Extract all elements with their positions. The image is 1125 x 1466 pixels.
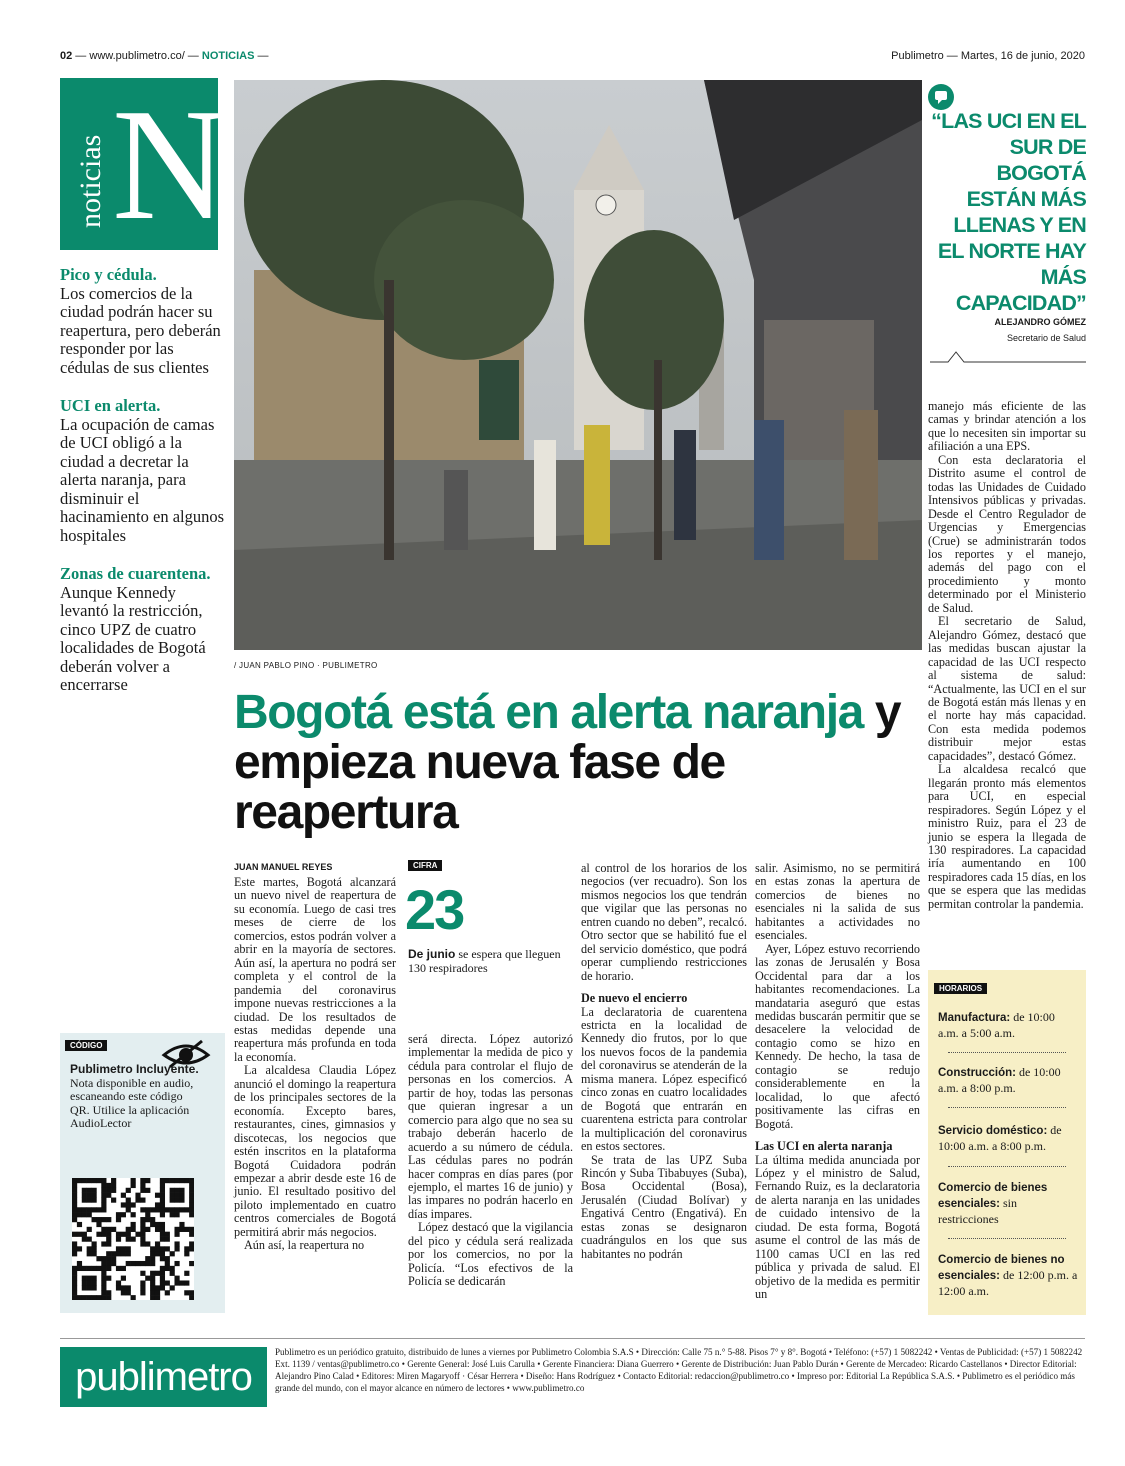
quote-divider [930,350,1086,364]
horario-name: Construcción: [938,1067,1016,1079]
body-paragraph: será directa. López autorizó implementar la medida de pico y cédula para controlar el flujo de personas en los comercios. A partir de hoy, todas las personas que quieran ingresar a un comercio para algo que no sea su trabajo deberán hacerlo de acuerdo a su número de cédula. Las cédulas pares no podrán hacer compras en días pares (por ejemplo, el martes 16 de junio) y las impares no podrán hacerlo en días impares. [408,1032,573,1221]
horario-value: de 12:00 p.m. a 12:00 a.m. [938,1268,1078,1298]
body-paragraph: El secretario de Salud, Alejandro Gómez, destacó que las medidas buscan ajustar la capacidad de las UCI respecto al sistema de salud: “Actualmente, las UCI en el sur de Bogotá están más llenas y en el norte hay más capacidad. Con esta medida podemos distribuir mejor estas capacidades”, destacó Gómez. [928,614,1086,763]
body-subheading: Las UCI en alerta naranja [755,1139,893,1154]
body-paragraph: López destacó que la vigilancia del pico y cédula será realizada por los comercios, no por la Policía. “Los efectivos de la Policía se dedicarán [408,1220,573,1289]
body-paragraph: salir. Asimismo, no se permitirá en estas zonas la apertura de comercios de bienes no esenciales ni la salida de sus habitantes a actividades no esenciales. [755,861,920,943]
section-word: noticias [74,134,107,228]
headline-rest: y empieza nueva fase de reapertura [234,686,901,839]
body-paragraph: Aún así, la reapertura no [244,1238,365,1253]
horario-item [938,1180,1078,1227]
qr-code[interactable] [72,1178,194,1300]
horario-value: de 10:00 a.m. a 5:00 a.m. [938,1010,1055,1040]
horario-name: Servicio doméstico: [938,1125,1048,1137]
headline [234,688,924,838]
cifra-desc: se espera que lleguen 130 respiradores [408,947,561,975]
horarios-label: HORARIOS [934,983,987,994]
body-subheading: De nuevo el encierro [581,991,688,1006]
horario-item [938,1252,1078,1299]
cifra-label: CIFRA [408,860,442,871]
quote-author: ALEJANDRO GÓMEZ [994,317,1086,327]
horario-divider [948,1166,1066,1167]
horario-item [938,1065,1078,1096]
cifra-bold: De junio [408,947,456,961]
body-paragraph: manejo más eficiente de las camas y brindar atención a los que lo necesiten sin importar su afiliación a una EPS. [928,399,1086,454]
body-paragraph: La alcaldesa recalcó que llegarán pronto más elementos para UCI, en especial respiradores. Según López y el ministro Ruiz, para el 23 de junio se espera la llegada de 130 respiradores. La capacidad iría aumentando en 100 respiradores cada 15 días, en los que se espera que las medidas permitan controlar la pandemia. [928,762,1086,911]
cifra-number: 23 [405,878,464,941]
horario-name: Comercio de bienes esenciales: [938,1182,1048,1210]
cifra-text [408,948,574,975]
footer-imprint: Publimetro es un periódico gratuito, distribuido de lunes a viernes por Publimetro Colombia S.A.S • Dirección: Calle 75 n.° 5-88. Pisos 7° y 8°. Bogotá • Teléfono: (+57) 1 5082242 • Ventas de Publicidad: (+57) 1 5082242 Ext. 1139 / ventas@publimetro.co • Gerente General: José Luis Carulla • Gerente Financiera: Diana Guerrero • Gerente de Distribución: Juan Pablo Durán • Gerente de Mercadeo: Ricardo Castellanos • Director Editorial: Alejandro Pino Calad • Editores: Miren Magaryoff · César Herrera • Diseño: Hans Rodríguez • Contacto Editorial: redaccion@publimetro.co • Impreso por: Editorial La República S.A.S. • Publimetro es el periódico más grande del mundo, con el mayor alcance en número de lectores • www.publimetro.co [275,1347,1083,1393]
codigo-bold: Publimetro Incluyente. [70,1062,199,1076]
speech-bubble-icon [928,84,954,110]
headline-highlight: Bogotá está en alerta naranja [234,686,863,739]
publimetro-logo[interactable]: publimetro [60,1347,267,1407]
codigo-label: CÓDIGO [65,1040,107,1051]
brief-text: Aunque Kennedy levantó la restricción, cinco UPZ de cuatro localidades de Bogotá deberán volver a encerrarse [60,582,206,694]
horario-value: sin restricciones [938,1196,1018,1226]
brief-item [60,397,225,545]
brief-title: UCI en alerta. [60,396,161,415]
header-section: NOTICIAS [201,50,255,62]
body-paragraph: La alcaldesa Claudia López anunció el domingo la reapertura de los principales sectores de la economía. Excepto bares, restaurantes, cines, gimnasios y discotecas, los negocios que estén inscritos en la plataforma Bogotá Cuidadora podrán empezar a abrir desde este 16 de junio. El resultado positivo del piloto implementado en cuatro centros comerciales de Bogotá permitirá abrir más negocios. [234,1063,396,1239]
main-photo [234,80,922,650]
brief-title: Zonas de cuarentena. [60,564,211,583]
horario-name: Comercio de bienes no esenciales: [938,1254,1065,1282]
pull-quote: “LAS UCI EN EL SUR DE BOGOTÁ ESTÁN MÁS LLENAS Y EN EL NORTE HAY MÁS CAPACIDAD” [931,109,1086,315]
brief-title: Pico y cédula. [60,265,157,284]
horario-divider [948,1052,1066,1053]
body-paragraph: al control de los horarios de los negocios (ver recuadro). Son los mismos negocios los que tendrán que vigilar que las personas no entren cuando no deben”, recalcó. Otro sector que se habilitó fue el del servicio doméstico, que podrá operar cumpliendo restricciones de horario. [581,861,747,983]
body-column-5 [928,400,1086,911]
horario-name: Manufactura: [938,1012,1011,1024]
brief-text: La ocupación de camas de UCI obligó a la ciudad a decretar la alerta naranja, para disminuir el hacinamiento en algunos hospitales [60,414,225,545]
horario-divider [948,1238,1066,1239]
byline: JUAN MANUEL REYES [234,862,333,872]
street-scene-illustration [234,80,922,650]
horario-divider [948,1107,1066,1108]
body-column-4 [755,862,920,1302]
quote-role: Secretario de Salud [1006,333,1086,343]
body-paragraph: La declaratoria de cuarentena estricta en la localidad de Kennedy dio frutos, por lo que los nuevos focos de la pandemia del coronavirus se atenderán de la misma manera. López especificó cinco zonas en cuatro localidades de Bogotá que entrarán en cuarentena estricta para controlar la multiplicación del coronavirus en estos sectores. [581,1004,747,1154]
page-number: 02 [60,50,73,62]
body-paragraph: La última medida anunciada por López y el ministro de Salud, Fernando Ruiz, es la declaratoria de alerta naranja en las unidades de cuidado intensivo de la ciudad. De esta forma, Bogotá asume el control de las más de 1100 camas UCI en las red pública y privada de salud. El objetivo de la medida es permitir un [755,1152,920,1302]
horario-value: de 10:00 a.m. a 8:00 p.m. [938,1065,1061,1095]
body-paragraph: Este martes, Bogotá alcanzará un nuevo nivel de reapertura de su economía. Luego de casi tres meses de cierre de los comercios, estos podrán volver a abrir en la mayoría de sectores. Aún así, la apertura no podrá ser completa y el control de la pandemia del coronavirus impone nuevas restricciones a la ciudad. De los resultados de estas medidas depende una reapertura más profunda en toda la economía. [234,875,396,1064]
body-paragraph: Con esta declaratoria el Distrito asume el control de todas las Unidades de Cuidado Intensivos públicas y privadas. Desde el Centro Regulador de Urgencias y Emergencias (Crue) se administrarán todos los reportes y el manejo, además del pago con el procedimiento y monto determinado por el Ministerio de Salud. [928,452,1086,615]
brief-item [60,266,225,377]
horario-value: de 10:00 a.m. a 8:00 p.m. [938,1123,1062,1153]
section-logo [60,75,228,253]
body-paragraph: Ayer, López estuvo recorriendo las zonas de Jerusalén y Bosa Occidental para dar a los habitantes recomendaciones. La mandataria aseguró que estas medidas buscarán permitir que se desacelere la velocidad de contagio como se hizo en Kennedy. De hecho, la tasa de contagio se redujo considerablemente en la localidad, lo que afectó positivamente las cifras en Bogotá. [755,941,920,1131]
body-column-1 [234,876,396,1253]
section-letter: N [112,75,228,253]
header-url[interactable]: www.publimetro.co/ [89,50,185,62]
photo-credit: / JUAN PABLO PINO · PUBLIMETRO [234,661,378,670]
body-column-3 [581,862,747,1261]
brief-item [60,565,225,695]
header-date: Publimetro — Martes, 16 de junio, 2020 [891,50,1085,62]
footer-rule [60,1338,1085,1339]
body-paragraph: Se trata de las UPZ Suba Rincón y Suba Tibabuyes (Suba), Bosa Occidental (Bosa), Jerusalén (Ciudad Bolívar) y Engativá Centro (Engativá). En estas zonas se designaron cuadrángulos en los que sus habitantes no podrán [581,1152,747,1261]
brief-text: Los comercios de la ciudad podrán hacer su reapertura, pero deberán responder por las cédulas de sus clientes [60,283,221,377]
sidebar-briefs [60,266,225,715]
codigo-text [70,1063,200,1131]
codigo-desc: Nota disponible en audio, escaneando este código QR. Utilice la aplicación AudioLector [70,1075,194,1131]
horario-item [938,1123,1078,1154]
horario-item [938,1010,1078,1041]
body-column-2 [408,1033,573,1289]
page-header: 02 — www.publimetro.co/ — NOTICIAS — Publimetro — Martes, 16 de junio, 2020 [60,50,1085,62]
